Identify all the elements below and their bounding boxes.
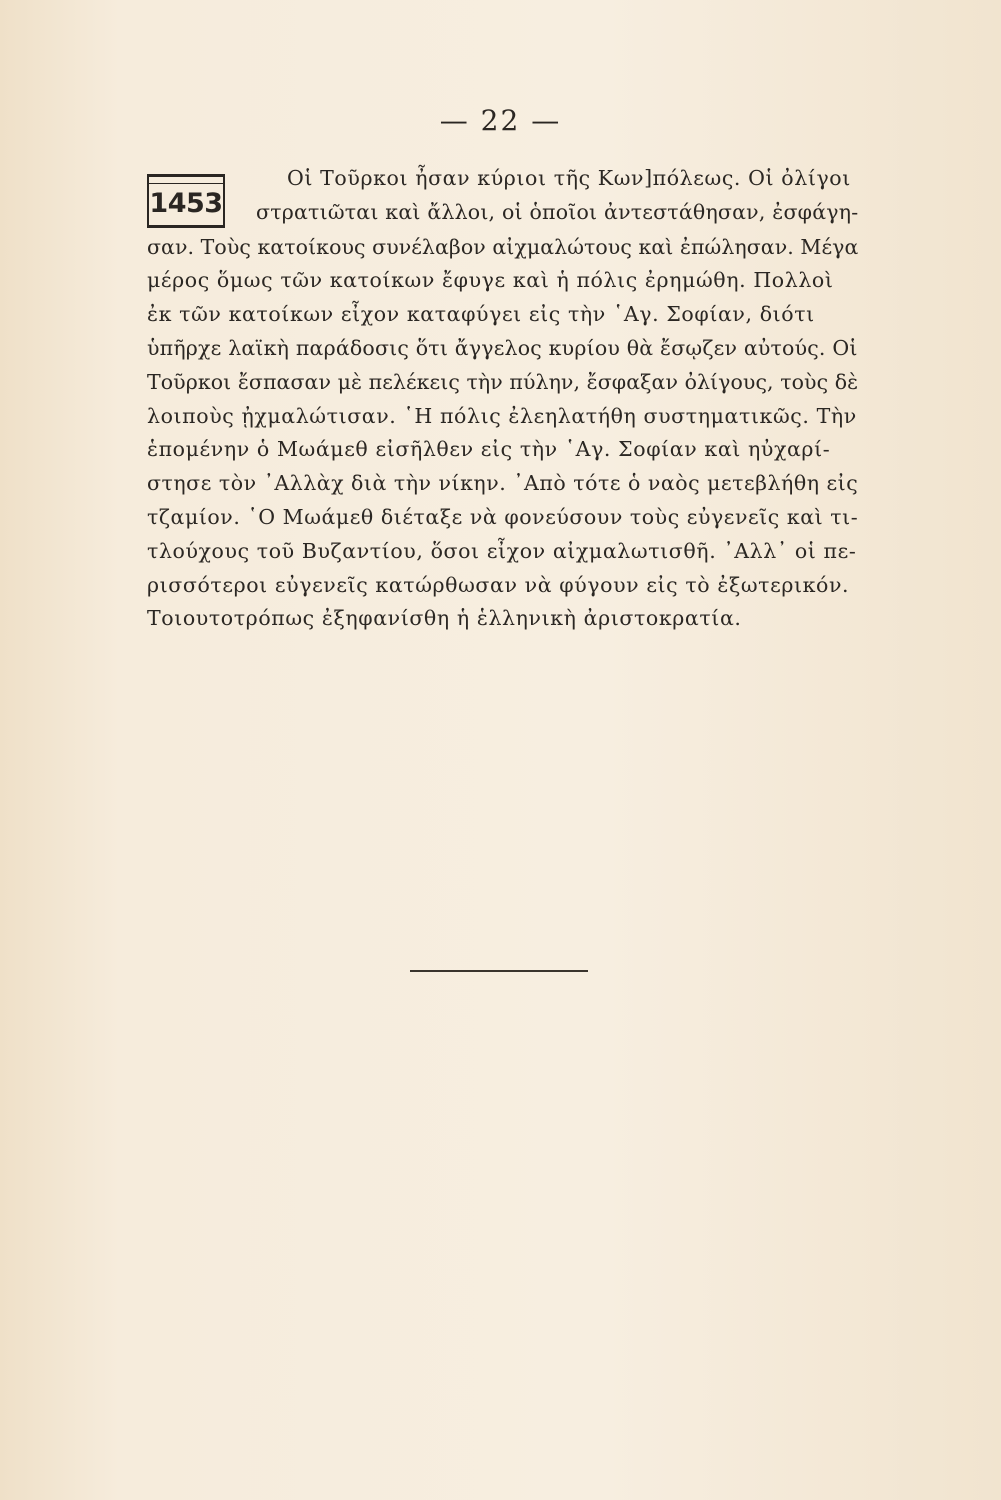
text-line: ρισσότεροι εὐγενεῖς κατώρθωσαν νὰ φύγουν εἰς τὸ ἐξωτερικόν. xyxy=(147,573,850,597)
text-line: μέρος ὅμως τῶν κατοίκων ἔφυγε καὶ ἡ πόλις ἐρημώθη. Πολλοὶ xyxy=(147,268,834,292)
text-line: ἑπομένην ὁ Μωάμεθ εἰσῆλθεν εἰς τὴν ῾Αγ. Σοφίαν καὶ ηὐχαρί- xyxy=(147,437,831,461)
text-line: τλούχους τοῦ Βυζαντίου, ὅσοι εἶχον αἰχμαλωτισθῆ. ᾿Αλλ᾿ οἱ πε- xyxy=(147,539,857,563)
text-line: Τοιουτοτρόπως ἐξηφανίσθη ἡ ἑλληνικὴ ἀριστοκρατία. xyxy=(147,606,742,630)
text-line: λοιποὺς ᾐχμαλώτισαν. ῾Η πόλις ἐλεηλατήθη συστηματικῶς. Τὴν xyxy=(147,404,857,428)
text-line: τζαμίον. ῾Ο Μωάμεθ διέταξε νὰ φονεύσουν τοὺς εὐγενεῖς καὶ τι- xyxy=(147,505,859,529)
text-line: ἐκ τῶν κατοίκων εἶχον καταφύγει εἰς τὴν ῾Αγ. Σοφίαν, διότι xyxy=(147,302,815,326)
text-line: Οἱ Τοῦρκοι ἦσαν κύριοι τῆς Κων]πόλεως. Οἱ ὀλίγοι xyxy=(287,166,851,190)
year-label: 1453 xyxy=(149,187,223,219)
year-marginal-box xyxy=(147,174,225,228)
text-line: σαν. Τοὺς κατοίκους συνέλαβον αἰχμαλώτους καὶ ἐπώλησαν. Μέγα xyxy=(147,235,859,259)
section-divider-rule xyxy=(410,970,588,972)
text-line: στρατιῶται καὶ ἄλλοι, οἱ ὁποῖοι ἀντεστάθησαν, ἐσφάγη- xyxy=(256,200,859,224)
text-line: ὑπῆρχε λαϊκὴ παράδοσις ὅτι ἄγγελος κυρίου θὰ ἔσῳζεν αὐτούς. Οἱ xyxy=(147,336,858,360)
text-line: Τοῦρκοι ἔσπασαν μὲ πελέκεις τὴν πύλην, ἔσφαξαν ὀλίγους, τοὺς δὲ xyxy=(147,370,859,394)
text-line: στησε τὸν ᾿Αλλὰχ διὰ τὴν νίκην. ᾿Απὸ τότε ὁ ναὸς μετεβλήθη εἰς xyxy=(147,471,859,495)
page-number-header: — 22 — xyxy=(439,104,562,137)
